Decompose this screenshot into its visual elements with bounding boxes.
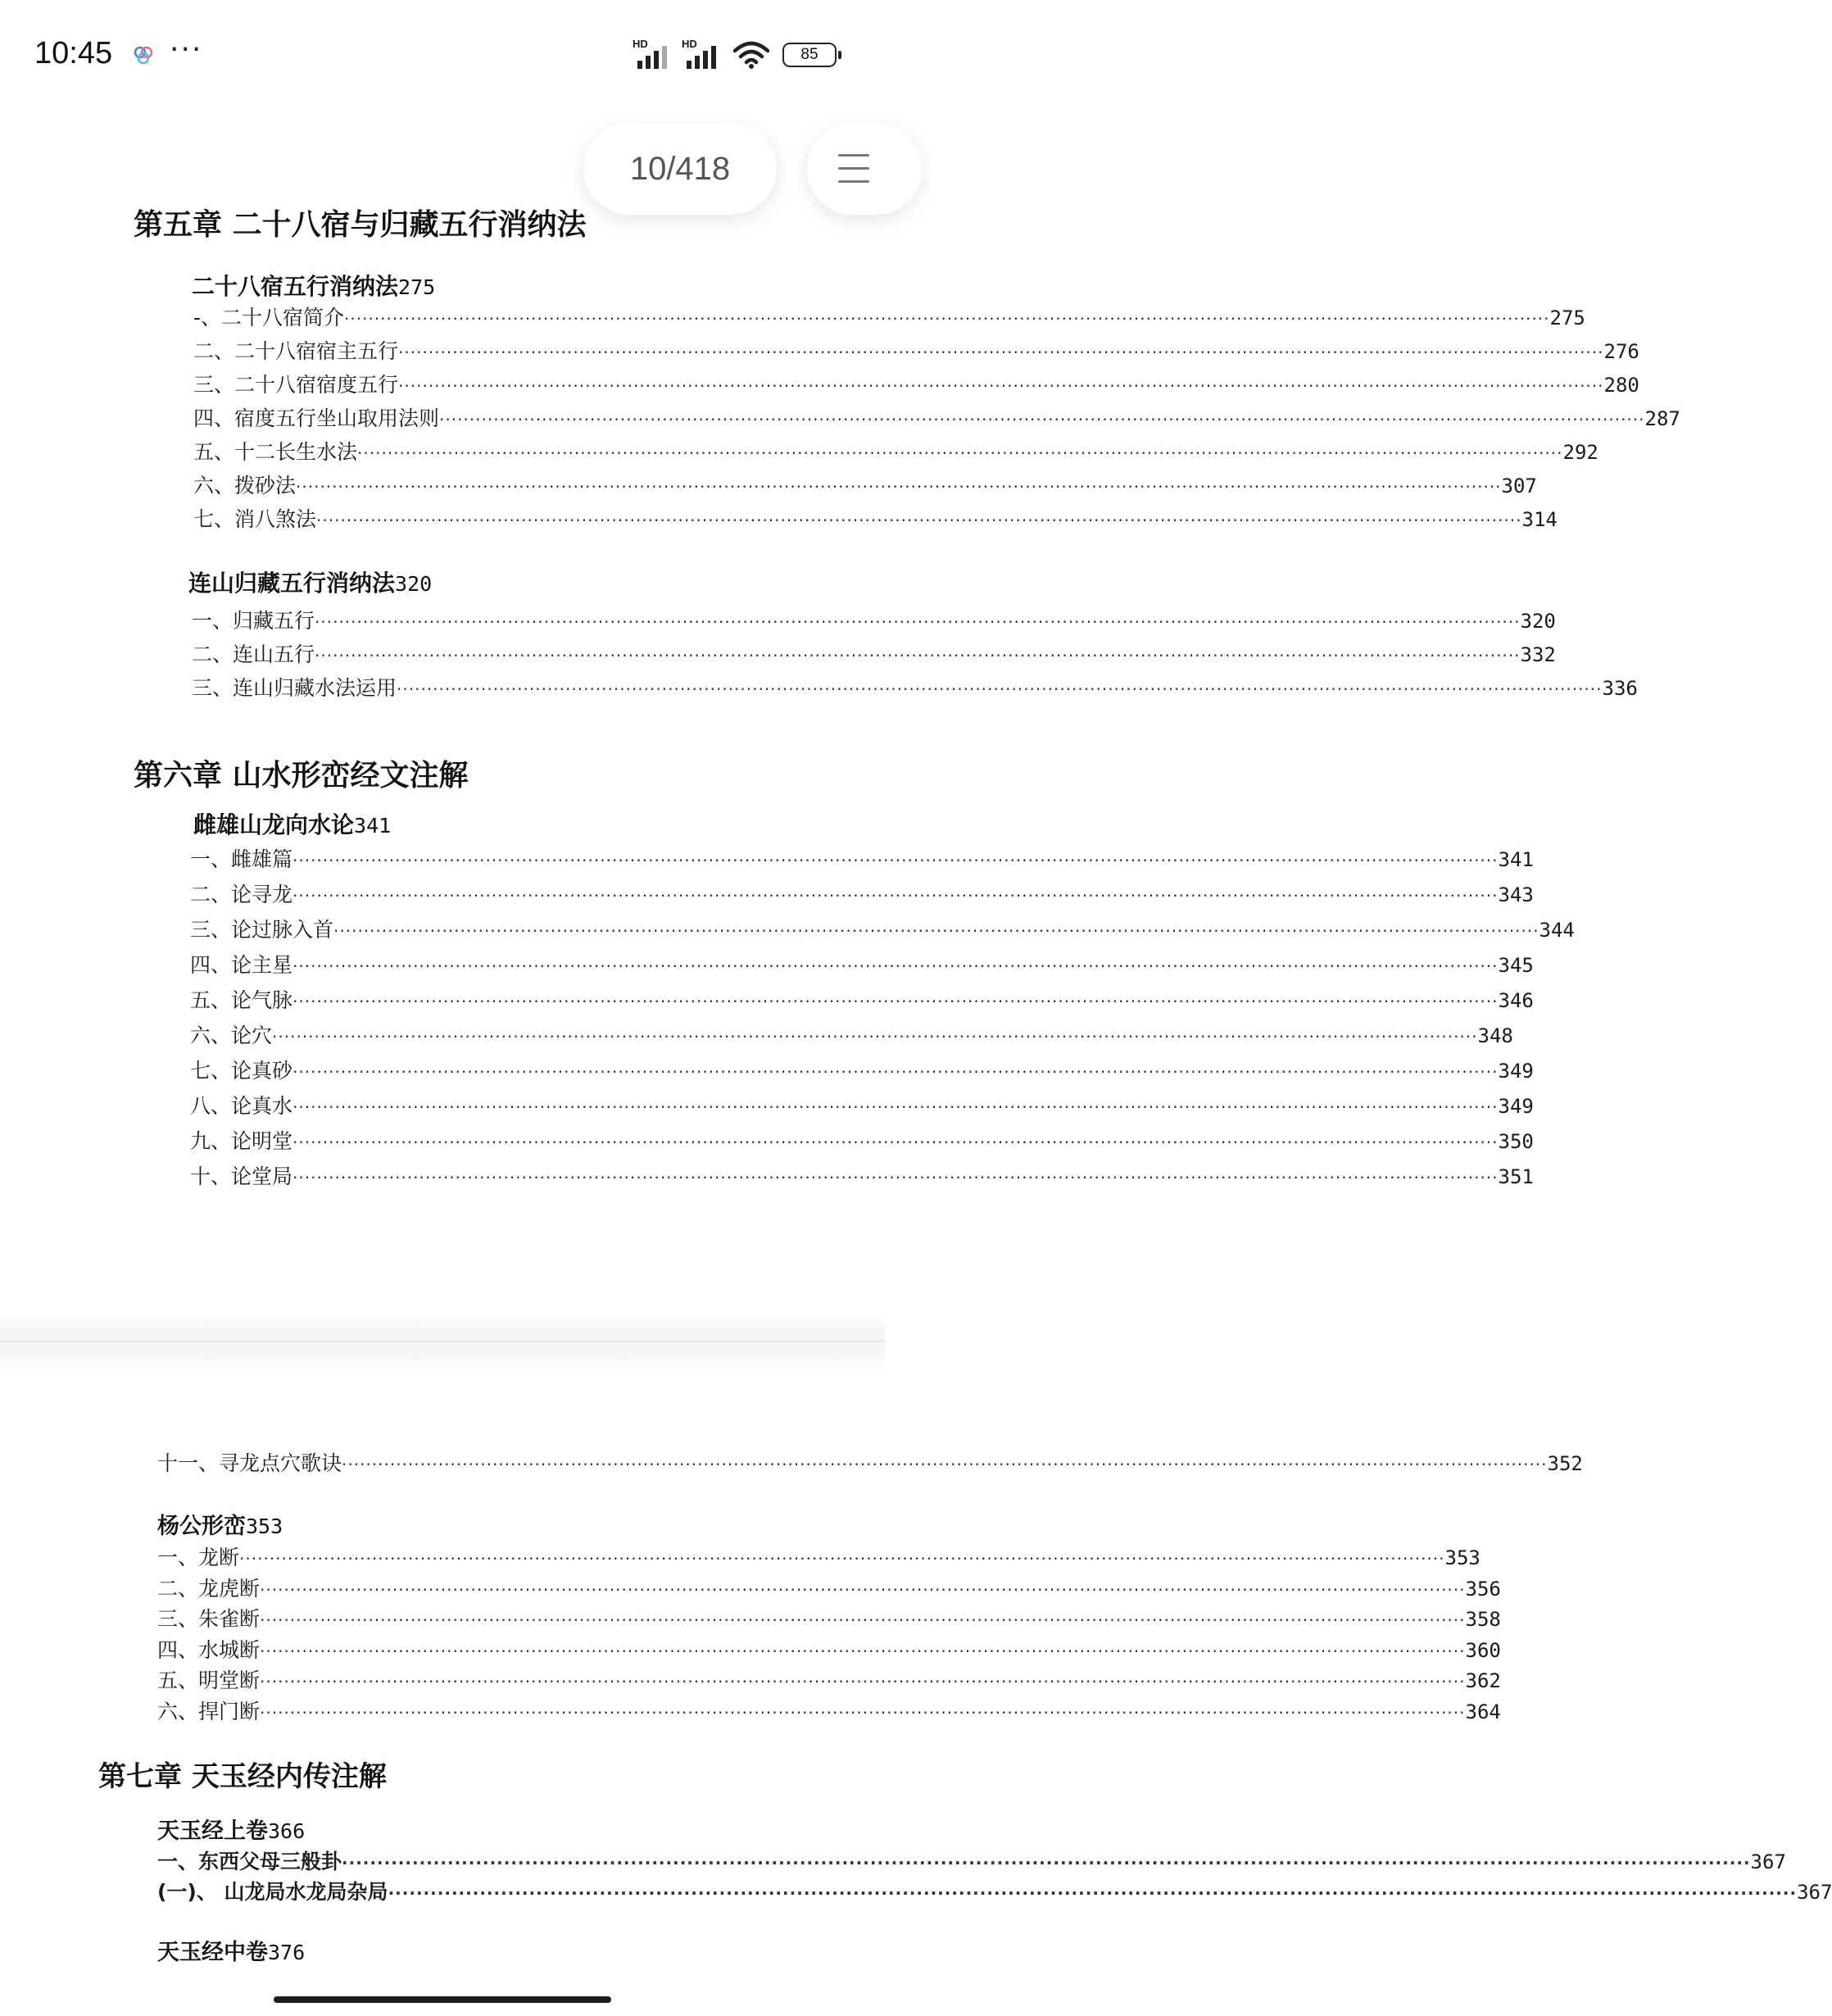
toc-entry-label: 七、消八煞法 bbox=[193, 507, 317, 531]
toc-leader-dots: ········································································································································································································ bbox=[292, 1168, 1499, 1187]
toc-entry-page: 376 bbox=[1750, 1972, 1786, 1995]
battery-level: 85 bbox=[800, 46, 819, 63]
toc-leader-dots: ········································································································································································································ bbox=[397, 679, 1603, 699]
toc-entry-page: 349 bbox=[1498, 1095, 1534, 1118]
toc-leader-dots: ········································································································································································································ bbox=[260, 1641, 1466, 1661]
toc-entry-page: 345 bbox=[1498, 954, 1534, 977]
toc-leader-dots: ········································································································································································································ bbox=[357, 443, 1563, 463]
toc-leader-dots: ········································································································································································································ bbox=[342, 1974, 1751, 1994]
toc-entry[interactable] bbox=[190, 1019, 1513, 1049]
toc-entry[interactable] bbox=[190, 1125, 1534, 1155]
toc-entry[interactable] bbox=[193, 503, 1558, 533]
toc-entry-label: 九、论明堂 bbox=[190, 1129, 293, 1153]
toc-entry-page: 336 bbox=[1602, 677, 1638, 700]
toc-entry[interactable] bbox=[157, 1846, 1786, 1875]
toc-entry[interactable] bbox=[193, 302, 1585, 331]
toc-entry-label: 一、归藏五行 bbox=[192, 609, 315, 633]
toc-entry-page: 348 bbox=[1477, 1024, 1513, 1047]
toc-entry[interactable] bbox=[192, 672, 1638, 702]
toc-entry-label: 五、论气脉 bbox=[190, 988, 293, 1012]
toc-entry-label: 二、论寻龙 bbox=[190, 883, 293, 906]
toc-leader-dots: ········································································································································································································ bbox=[398, 343, 1604, 362]
toc-entry[interactable] bbox=[157, 1876, 1832, 1905]
toc-entry[interactable] bbox=[157, 1634, 1501, 1664]
toc-leader-dots: ········································································································································································································ bbox=[296, 477, 1502, 497]
menu-button[interactable] bbox=[807, 123, 922, 215]
toc-entry-page: 367 bbox=[1750, 1850, 1786, 1873]
toc-entry-label: 二、连山五行 bbox=[192, 642, 315, 666]
toc-entry[interactable] bbox=[157, 1664, 1501, 1694]
toc-entry[interactable] bbox=[157, 1696, 1501, 1725]
toc-leader-dots: ········································································································································································································ bbox=[260, 1672, 1466, 1691]
toc-entry-label: 三、二十八宿宿度五行 bbox=[193, 373, 399, 397]
toc-entry-page: 362 bbox=[1465, 1669, 1501, 1692]
toc-entry[interactable] bbox=[190, 949, 1534, 978]
toc-leader-dots: ········································································································································································································ bbox=[260, 1579, 1466, 1600]
toc-entry-page: 287 bbox=[1644, 407, 1680, 430]
toc-entry-label: 七、论真砂 bbox=[190, 1059, 293, 1083]
toc-entry-label: 三、论过脉入首 bbox=[190, 918, 334, 942]
status-time: 10:45 bbox=[34, 36, 113, 70]
toc-entry-page: 350 bbox=[1498, 1130, 1534, 1153]
toc-entry[interactable] bbox=[190, 879, 1534, 908]
toc-entry[interactable] bbox=[192, 638, 1556, 668]
chapter-heading: 第七章 天玉经内传注解 bbox=[98, 1760, 387, 1793]
toc-entry-page: 280 bbox=[1603, 374, 1639, 397]
toc-leader-dots: ········································································································································································································ bbox=[315, 612, 1521, 632]
more-notifications-icon: ··· bbox=[170, 33, 203, 66]
toc-entry[interactable] bbox=[157, 1573, 1501, 1602]
toc-entry-page: 349 bbox=[1498, 1060, 1534, 1083]
toc-entry[interactable] bbox=[193, 436, 1598, 465]
toc-entry-label: 八、论真水 bbox=[190, 1094, 293, 1118]
toc-entry-label: (一)、 山龙局水龙局杂局 bbox=[157, 1880, 388, 1904]
toc-entry-page: 341 bbox=[1498, 848, 1534, 871]
toc-entry[interactable] bbox=[193, 369, 1639, 398]
toc-entry-page: 367 bbox=[1797, 1881, 1832, 1904]
toc-leader-dots: ········································································································································································································ bbox=[272, 1027, 1478, 1047]
toc-entry-page: 314 bbox=[1521, 508, 1558, 531]
toc-leader-dots: ········································································································································································································ bbox=[292, 956, 1499, 976]
chapter-heading: 第六章 山水形峦经文注解 bbox=[134, 759, 469, 792]
toc-entry-page: 351 bbox=[1498, 1165, 1534, 1188]
toc-entry[interactable] bbox=[190, 1055, 1534, 1084]
toc-entry-page: 332 bbox=[1520, 643, 1556, 666]
toc-entry[interactable] bbox=[190, 984, 1534, 1014]
toc-entry[interactable] bbox=[193, 335, 1639, 365]
chapter-heading: 第五章 二十八宿与归藏五行消纳法 bbox=[134, 208, 587, 242]
toc-leader-dots: ········································································································································································································ bbox=[398, 376, 1604, 396]
toc-entry-page: 360 bbox=[1465, 1638, 1501, 1662]
toc-entry-label: 二、二十八宿宿主五行 bbox=[193, 339, 399, 363]
toc-entry[interactable] bbox=[193, 470, 1537, 499]
toc-entry[interactable] bbox=[157, 1603, 1501, 1632]
toc-entry[interactable] bbox=[190, 1090, 1534, 1119]
home-indicator[interactable] bbox=[274, 1996, 611, 2003]
toc-leader-dots: ········································································································································································································ bbox=[388, 1883, 1798, 1903]
section-heading: 二十八宿五行消纳法275 bbox=[192, 273, 436, 300]
toc-leader-dots: ········································································································································································································ bbox=[292, 1062, 1499, 1082]
toc-entry[interactable] bbox=[157, 1542, 1481, 1571]
section-heading: 雌雄山龙向水论341 bbox=[193, 811, 392, 838]
toc-entry-label: 一、雌雄篇 bbox=[190, 847, 293, 871]
app-notification-icon bbox=[131, 43, 156, 67]
toc-entry-label: 一、天地父母三般卦 bbox=[157, 1971, 342, 1995]
wifi-icon bbox=[732, 39, 771, 70]
toc-leader-dots: ········································································································································································································ bbox=[260, 1610, 1466, 1630]
toc-entry-label: 四、论主星 bbox=[190, 953, 293, 977]
section-heading: 天玉经上卷366 bbox=[157, 1818, 306, 1844]
toc-leader-dots: ········································································································································································································ bbox=[439, 410, 1645, 429]
signal-2-label: HD bbox=[682, 38, 697, 50]
toc-entry-page: 343 bbox=[1498, 883, 1534, 906]
section-heading: 杨公形峦353 bbox=[157, 1514, 283, 1539]
toc-leader-dots: ········································································································································································································ bbox=[344, 309, 1550, 329]
toc-leader-dots: ········································································································································································································ bbox=[260, 1702, 1466, 1723]
toc-entry-page: 346 bbox=[1498, 989, 1534, 1012]
toc-entry-label: 四、水城断 bbox=[157, 1637, 261, 1662]
toc-entry[interactable] bbox=[157, 1447, 1583, 1477]
section-heading: 天玉经中卷376 bbox=[157, 1940, 306, 1965]
toc-entry-label: 四、宿度五行坐山取用法则 bbox=[193, 406, 440, 430]
signal-icon-1 bbox=[633, 38, 675, 69]
toc-leader-dots: ········································································································································································································ bbox=[342, 1455, 1548, 1474]
toc-entry-label: -、二十八宿简介 bbox=[193, 306, 345, 329]
toc-entry-label: 一、龙断 bbox=[157, 1546, 240, 1569]
toc-entry-page: 356 bbox=[1465, 1577, 1501, 1601]
toc-entry[interactable] bbox=[157, 1967, 1786, 1995]
toc-leader-dots: ········································································································································································································ bbox=[333, 921, 1540, 941]
toc-entry-page: 292 bbox=[1562, 441, 1598, 464]
toc-entry-page: 364 bbox=[1465, 1700, 1501, 1723]
toc-entry-page: 307 bbox=[1501, 474, 1537, 497]
toc-entry-page: 358 bbox=[1465, 1608, 1501, 1631]
toc-entry-label: 六、拨砂法 bbox=[193, 474, 297, 497]
page-indicator[interactable]: 10/418 bbox=[583, 123, 777, 215]
signal-1-label: HD bbox=[633, 38, 648, 50]
toc-leader-dots: ········································································································································································································ bbox=[239, 1549, 1445, 1569]
toc-entry[interactable] bbox=[193, 402, 1680, 432]
toc-leader-dots: ········································································································································································································ bbox=[292, 1097, 1499, 1117]
toc-entry[interactable] bbox=[190, 843, 1534, 873]
toc-entry-label: 十、论堂局 bbox=[190, 1165, 293, 1188]
battery-icon bbox=[782, 43, 837, 67]
section-heading: 连山归藏五行消纳法320 bbox=[188, 570, 433, 597]
toc-entry-page: 320 bbox=[1520, 610, 1556, 633]
toc-entry-page: 344 bbox=[1539, 919, 1575, 942]
toc-entry-page: 276 bbox=[1603, 340, 1639, 363]
toc-entry-page: 352 bbox=[1547, 1452, 1583, 1475]
signal-icon-2 bbox=[682, 38, 724, 69]
toc-entry-page: 275 bbox=[1549, 306, 1585, 329]
toc-leader-dots: ········································································································································································································ bbox=[315, 646, 1521, 665]
toc-leader-dots: ········································································································································································································ bbox=[292, 851, 1499, 870]
status-bar bbox=[0, 0, 885, 107]
toc-entry-label: 六、捍门断 bbox=[157, 1699, 261, 1723]
toc-leader-dots: ········································································································································································································ bbox=[292, 1133, 1499, 1152]
toc-entry-page: 353 bbox=[1444, 1546, 1481, 1569]
toc-entry-label: 五、明堂断 bbox=[157, 1669, 261, 1692]
toc-entry-label: 一、东西父母三般卦 bbox=[157, 1850, 342, 1873]
page-divider bbox=[0, 1341, 885, 1342]
toc-entry[interactable] bbox=[190, 1160, 1534, 1190]
toc-entry-label: 三、朱雀断 bbox=[157, 1607, 261, 1631]
toc-entry-label: 三、连山归藏水法运用 bbox=[192, 676, 397, 700]
toc-leader-dots: ········································································································································································································ bbox=[292, 992, 1499, 1011]
toc-leader-dots: ········································································································································································································ bbox=[316, 511, 1522, 530]
page-gap bbox=[0, 1310, 885, 1375]
toc-entry-label: 二、龙虎断 bbox=[157, 1576, 261, 1601]
toc-entry-label: 六、论穴 bbox=[190, 1024, 273, 1047]
toc-leader-dots: ········································································································································································································ bbox=[292, 886, 1499, 906]
toc-entry[interactable] bbox=[190, 914, 1575, 943]
toc-entry-label: 十一、寻龙点穴歌诀 bbox=[157, 1451, 342, 1475]
toc-leader-dots: ········································································································································································································ bbox=[342, 1853, 1751, 1873]
toc-entry-label: 五、十二长生水法 bbox=[193, 440, 358, 464]
toc-entry[interactable] bbox=[192, 605, 1556, 634]
